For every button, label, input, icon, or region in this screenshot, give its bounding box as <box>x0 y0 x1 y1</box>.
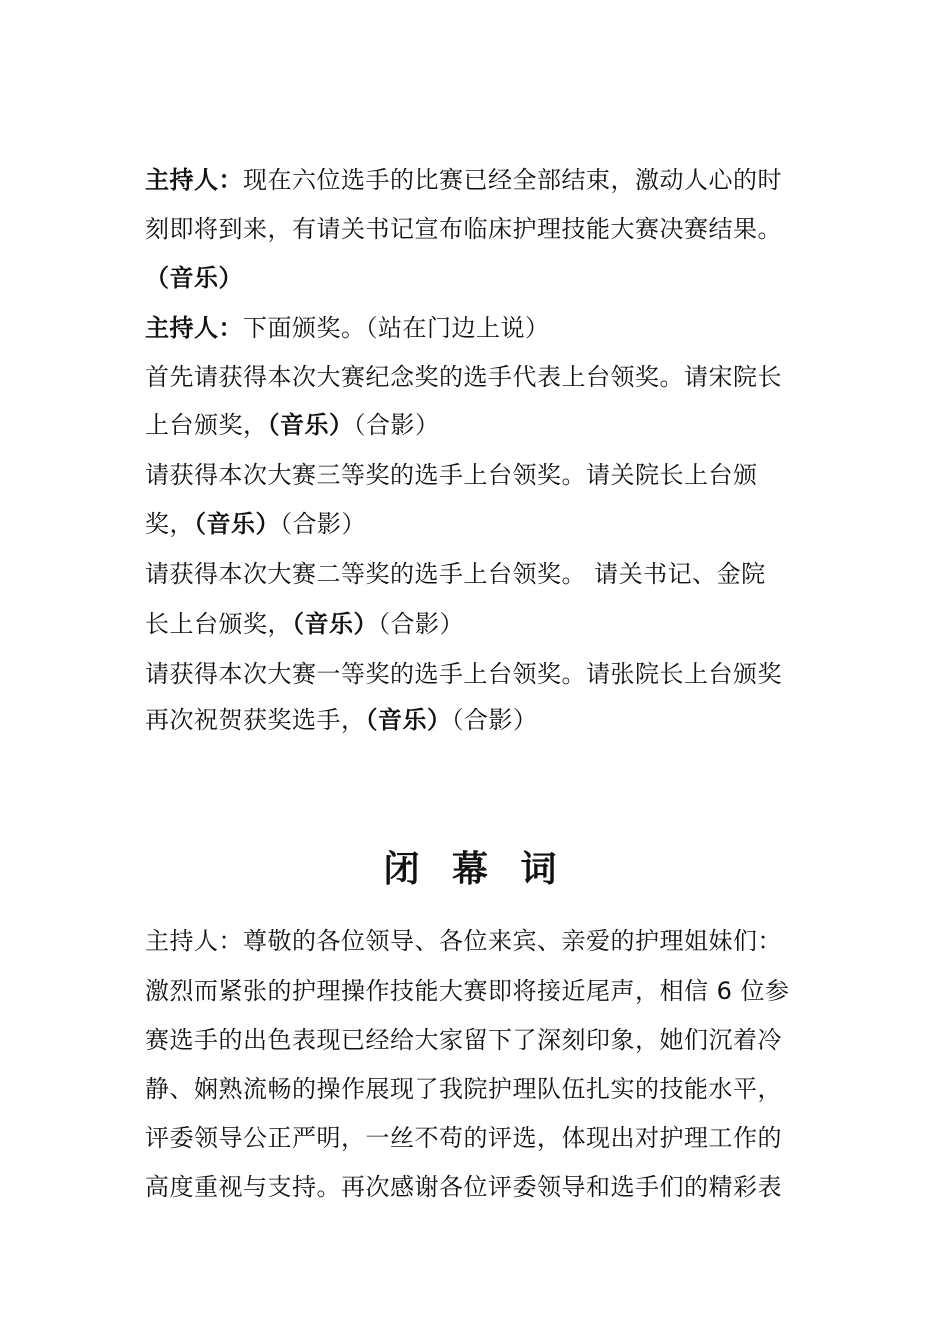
speaker-label: 主持人： <box>145 166 243 194</box>
closing-line-3: 赛选手的出色表现已经给大家留下了深刻印象，她们沉着冷 <box>145 1026 782 1054</box>
photo-cue: （合影） <box>378 610 464 638</box>
closing-line-2: 激烈而紧张的护理操作技能大赛即将接近尾声，相信 6 位参 <box>145 977 790 1005</box>
line-10 <box>145 600 805 648</box>
photo-cue: （合影） <box>280 510 366 538</box>
closing-line-5: 评委领导公正严明，一丝不苟的评选，体现出对护理工作的 <box>145 1124 782 1152</box>
line-9: 请获得本次大赛二等奖的选手上台领奖。 请关书记、金院 <box>145 560 766 588</box>
closing-line-6: 高度重视与支持。再次感谢各位评委领导和选手们的精彩表 <box>145 1173 782 1201</box>
line-6 <box>145 401 805 449</box>
line-text: 长上台颁奖， <box>145 610 292 638</box>
music-cue: （音乐） <box>365 706 452 734</box>
line-text: 奖， <box>145 510 194 538</box>
photo-cue: （合影） <box>353 411 440 439</box>
line-text: 再次祝贺获奖选手， <box>145 706 366 734</box>
music-cue: （音乐） <box>292 610 378 638</box>
line-text: 现在六位选手的比赛已经全部结束，激动人心的时 <box>243 166 782 194</box>
music-cue: （音乐） <box>145 264 243 292</box>
music-cue: （音乐） <box>194 510 280 538</box>
line-text: 下面颁奖。（站在门边上说） <box>243 314 550 342</box>
closing-line-4: 静、娴熟流畅的操作展现了我院护理队伍扎实的技能水平， <box>145 1075 782 1103</box>
line-1 <box>145 156 805 204</box>
line-5: 首先请获得本次大赛纪念奖的选手代表上台领奖。请宋院长 <box>145 363 782 391</box>
line-12 <box>145 696 805 744</box>
line-8 <box>145 500 805 548</box>
line-text: 上台颁奖， <box>145 411 268 439</box>
speaker-label: 主持人： <box>145 314 243 342</box>
line-7: 请获得本次大赛三等奖的选手上台领奖。请关院长上台颁 <box>145 461 758 489</box>
line-2: 刻即将到来，有请关书记宣布临床护理技能大赛决赛结果。 <box>145 215 782 243</box>
line-4 <box>145 304 805 352</box>
music-cue: （音乐） <box>267 411 354 439</box>
closing-line-1: 主持人：尊敬的各位领导、各位来宾、亲爱的护理姐妹们： <box>145 927 782 955</box>
closing-title: 闭 幕 词 <box>383 849 567 890</box>
line-11: 请获得本次大赛一等奖的选手上台领奖。请张院长上台颁奖 <box>145 660 782 688</box>
photo-cue: （合影） <box>451 706 538 734</box>
